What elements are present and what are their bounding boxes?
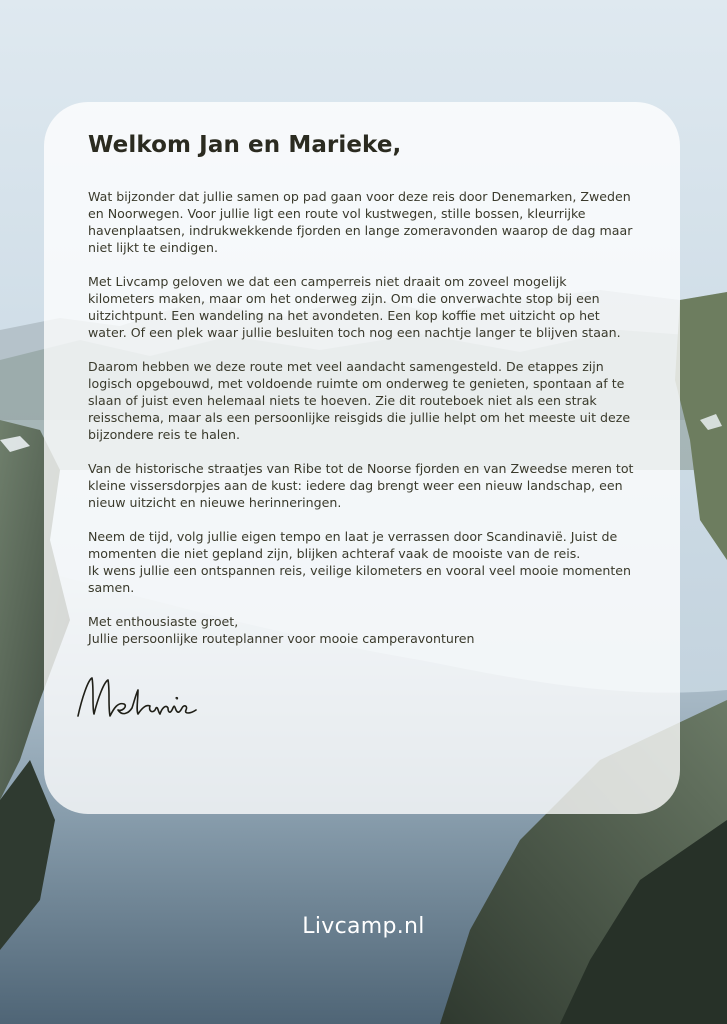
letter-paragraph: Met Livcamp geloven we dat een camperreis niet draait om zoveel mogelijk kilometers maken, maar om het onderweg zijn. Om die onverwachte stop bij een uitzichtpunt. Een wandeling na het avondeten. Een kop koffie met uitzicht op het water. Of een plek waar jullie besluiten toch nog een nachtje langer te blijven staan.	[88, 274, 621, 340]
welcome-letter-card	[44, 102, 680, 814]
letter-closing: Met enthousiaste groet,	[88, 614, 239, 629]
letter-paragraph: Neem de tijd, volg jullie eigen tempo en laat je verrassen door Scandinavië. Juist de momenten die niet gepland zijn, blijken achteraf vaak de mooiste van de reis.	[88, 529, 618, 561]
letter-paragraph: Daarom hebben we deze route met veel aandacht samengesteld. De etappes zijn logisch opgebouwd, met voldoende ruimte om onderweg te genieten, spontaan af te slaan of juist even helemaal niets te hoeven. Zie dit routeboek niet als een strak reisschema, maar als een persoonlijke reisgids die jullie helpt om het meeste uit deze bijzondere reis te halen.	[88, 359, 631, 442]
handwritten-signature	[72, 668, 212, 738]
letter-paragraph: Wat bijzonder dat jullie samen op pad gaan voor deze reis door Denemarken, Zweden en Noorwegen. Voor jullie ligt een route vol kustwegen, stille bossen, kleurrijke havenplaatsen, indrukwekkende fjorden en lange zomeravonden waarop de dag maar niet lijkt te eindigen.	[88, 189, 633, 255]
letter-closing-line2: Jullie persoonlijke routeplanner voor mooie camperavonturen	[88, 631, 475, 646]
brand-wordmark[interactable]: Livcamp.nl	[302, 914, 425, 939]
letter-body	[88, 188, 636, 647]
letter-paragraph: Van de historische straatjes van Ribe tot de Noorse fjorden en van Zweedse meren tot kleine vissersdorpjes aan de kust: iedere dag brengt weer een nieuw landschap, een nieuw uitzicht en nieuwe herinneringen.	[88, 461, 634, 510]
letter-paragraph: Ik wens jullie een ontspannen reis, veilige kilometers en vooral veel mooie momenten samen.	[88, 563, 632, 595]
letter-greeting: Welkom Jan en Marieke,	[88, 132, 402, 158]
